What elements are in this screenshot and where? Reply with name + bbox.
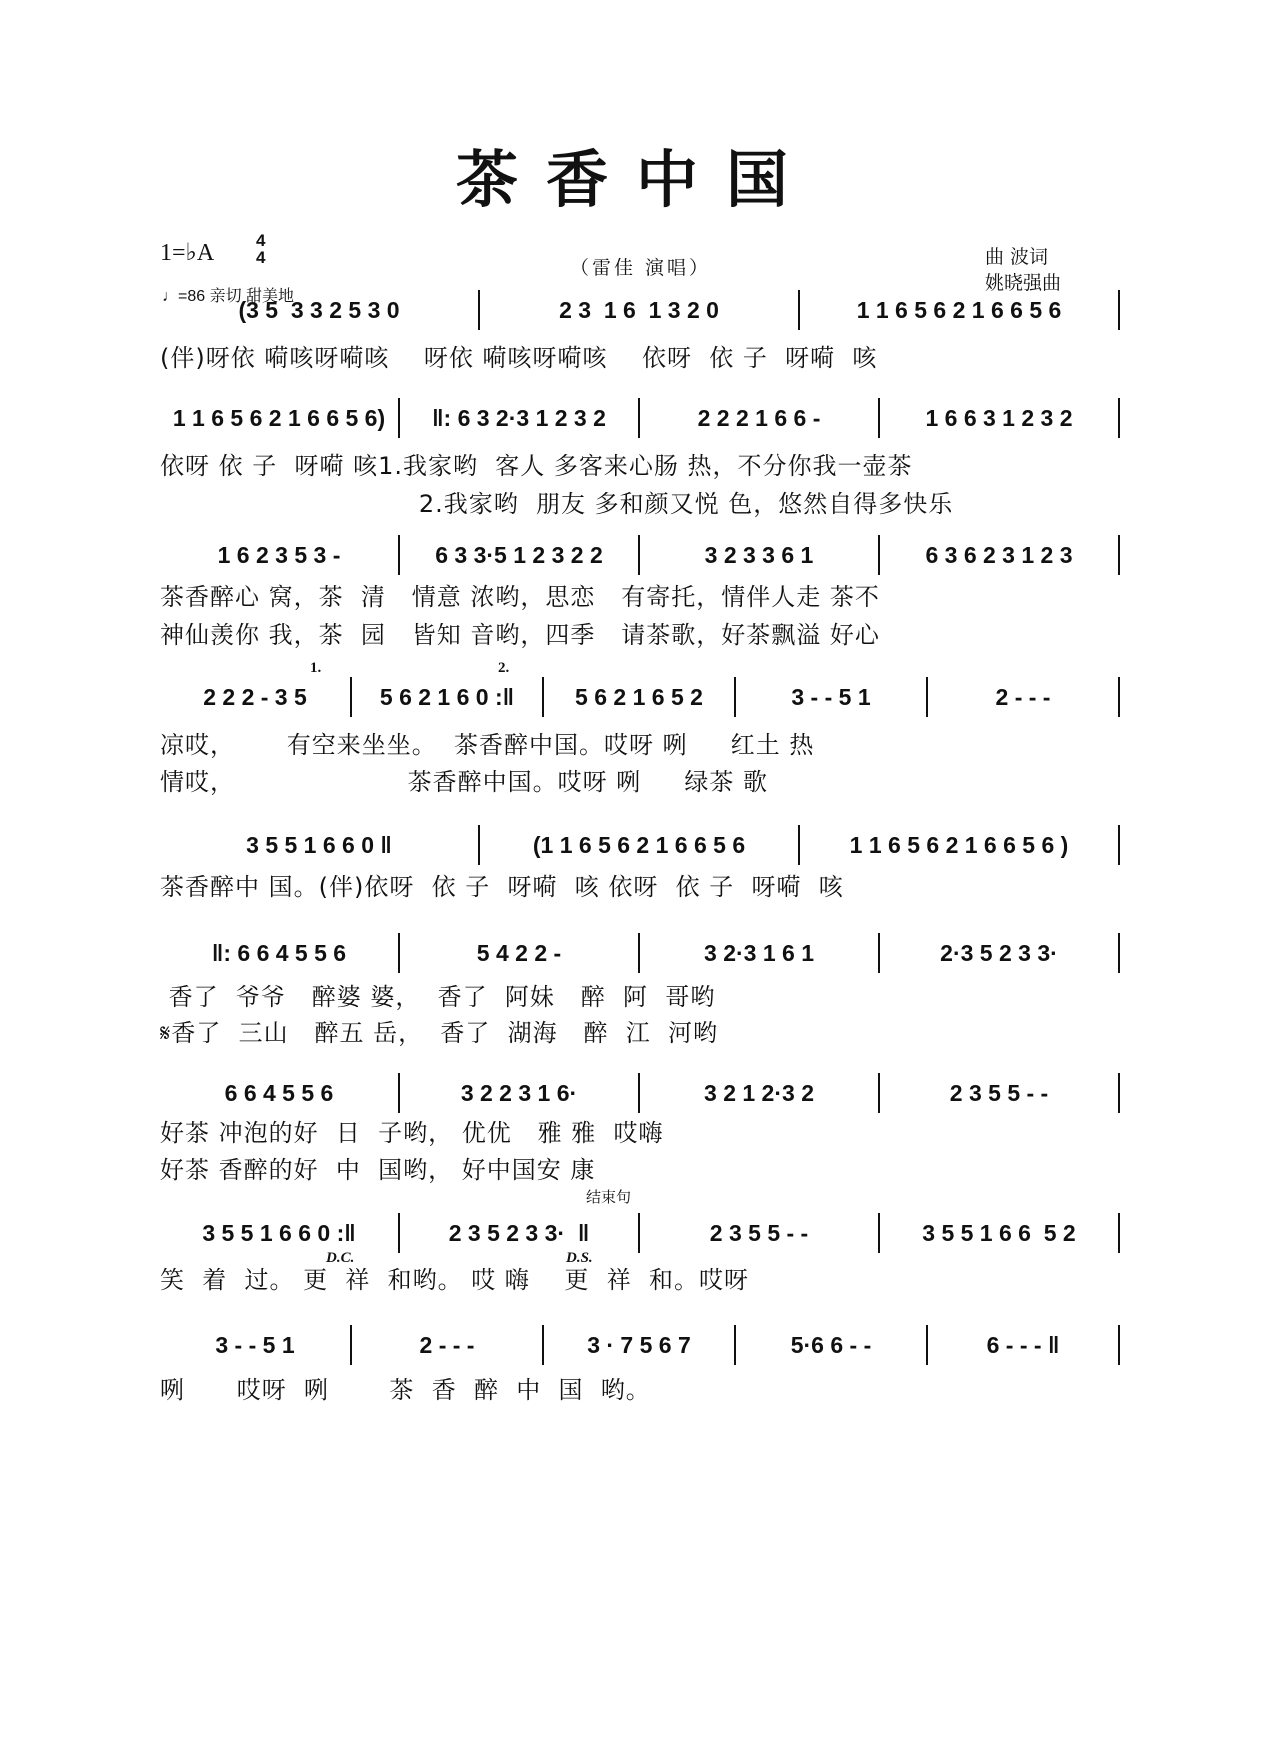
measure: 1 1 6 5 6 2 1 6 6 5 6) xyxy=(160,398,400,438)
ds-marking: D.S. xyxy=(566,1250,593,1266)
staff-line xyxy=(160,1325,1120,1365)
measure: 2 3 5 2 3 3· ‖ xyxy=(400,1213,640,1253)
composer-credit: 姚晓强曲 xyxy=(985,272,1062,294)
staff-line xyxy=(160,398,1120,438)
song-title: 茶香中国 xyxy=(455,143,816,216)
measure: 2 3 5 5 - - xyxy=(880,1073,1120,1113)
lyric-line: 神仙羡你 我，茶 园 皆知 音哟，四季 请茶歌，好茶飘溢 好心 xyxy=(160,621,880,649)
measure: 5·6 6 - - xyxy=(736,1325,928,1365)
lyric-line: 笑 着 过。 更 祥 和哟。 哎 嗨 更 祥 和。哎呀 xyxy=(160,1266,749,1294)
measure: 3 5 5 1 6 6 5 2 xyxy=(880,1213,1120,1253)
meter-top: 4 xyxy=(256,231,266,250)
staff-line xyxy=(160,1073,1120,1113)
lyric-line: 好茶 冲泡的好 日 子哟， 优优 雅 雅 哎嗨 xyxy=(160,1119,664,1147)
lyric-line: (伴)呀依 嗬咳呀嗬咳 呀依 嗬咳呀嗬咳 依呀 依 子 呀嗬 咳 xyxy=(160,344,878,372)
volta-1-label: 1. xyxy=(310,660,322,676)
measure: 6 3 3·5 1 2 3 2 2 xyxy=(400,535,640,575)
lyric-line: 情哎， 茶香醉中国。哎呀 咧 绿茶 歌 xyxy=(160,768,768,796)
staff-line xyxy=(160,1213,1120,1253)
lyric-line: 香了 爷爷 醉婆 婆， 香了 阿妹 醉 阿 哥哟 xyxy=(160,983,716,1011)
measure: 2 2 2 1 6 6 - xyxy=(640,398,880,438)
measure: 3 2·3 1 6 1 xyxy=(640,933,880,973)
measure: (3 5 3 3 2 5 3 0 xyxy=(160,290,480,330)
measure: 6 6 4 5 5 6 xyxy=(160,1073,400,1113)
measure: 6 3 6 2 3 1 2 3 xyxy=(880,535,1120,575)
measure: 3 5 5 1 6 6 0 :‖ xyxy=(160,1213,400,1253)
measure: 3 2 1 2·3 2 xyxy=(640,1073,880,1113)
measure: 1 6 2 3 5 3 - xyxy=(160,535,400,575)
measure: 3 - - 5 1 xyxy=(736,677,928,717)
staff-line xyxy=(160,535,1120,575)
measure: 5 4 2 2 - xyxy=(400,933,640,973)
ending-phrase-label: 结束句 xyxy=(586,1190,632,1206)
staff-line xyxy=(160,677,1120,717)
measure: 2 2 2 - 3 5 xyxy=(160,677,352,717)
staff-line xyxy=(160,933,1120,973)
measure: ‖: 6 6 4 5 5 6 xyxy=(160,933,400,973)
measure: 2 3 1 6 1 3 2 0 xyxy=(480,290,800,330)
measure: 2·3 5 2 3 3· xyxy=(880,933,1120,973)
measure: 1 6 6 3 1 2 3 2 xyxy=(880,398,1120,438)
lyric-line: 𝄋香了 三山 醉五 岳， 香了 湖海 醉 江 河哟 xyxy=(160,1019,719,1047)
staff-line xyxy=(160,825,1120,865)
measure: 3 - - 5 1 xyxy=(160,1325,352,1365)
lyric-line: 好茶 香醉的好 中 国哟， 好中国安 康 xyxy=(160,1156,596,1184)
meter-bottom: 4 xyxy=(256,248,266,267)
measure: 2 - - - xyxy=(928,677,1120,717)
lyric-line: 茶香醉中 国。(伴)依呀 依 子 呀嗬 咳 依呀 依 子 呀嗬 咳 xyxy=(160,873,844,901)
measure: 2 3 5 5 - - xyxy=(640,1213,880,1253)
measure: 1 1 6 5 6 2 1 6 6 5 6 ) xyxy=(800,825,1120,865)
lyric-line: 茶香醉心 窝，茶 清 情意 浓哟，思恋 有寄托，情伴人走 茶不 xyxy=(160,583,880,611)
tempo-marking: ♩=86 亲切 甜美地 xyxy=(162,288,295,305)
lyric-line: 2.我家哟 朋友 多和颜又悦 色，悠然自得多快乐 xyxy=(160,490,954,518)
dc-marking: D.C. xyxy=(326,1250,355,1266)
measure: 5 6 2 1 6 0 :‖ xyxy=(352,677,544,717)
measure: 3 5 5 1 6 6 0 ‖ xyxy=(160,825,480,865)
volta-2-label: 2. xyxy=(498,660,510,676)
measure: 5 6 2 1 6 5 2 xyxy=(544,677,736,717)
key-signature: 1=♭A xyxy=(160,240,215,266)
measure: 3 2 3 3 6 1 xyxy=(640,535,880,575)
measure: 3 · 7 5 6 7 xyxy=(544,1325,736,1365)
lyricist-credit: 曲 波词 xyxy=(985,246,1049,268)
staff-line xyxy=(160,290,1120,330)
measure: (1 1 6 5 6 2 1 6 6 5 6 xyxy=(480,825,800,865)
measure: ‖: 6 3 2·3 1 2 3 2 xyxy=(400,398,640,438)
time-signature xyxy=(256,232,265,266)
measure: 3 2 2 3 1 6· xyxy=(400,1073,640,1113)
credits xyxy=(985,244,1061,296)
measure: 1 1 6 5 6 2 1 6 6 5 6 xyxy=(800,290,1120,330)
measure: 2 - - - xyxy=(352,1325,544,1365)
singer-credit: （雷佳 演唱） xyxy=(570,257,712,279)
lyric-line: 依呀 依 子 呀嗬 咳1.我家哟 客人 多客来心肠 热，不分你我一壶茶 xyxy=(160,452,913,480)
measure: 6 - - - ‖ xyxy=(928,1325,1120,1365)
lyric-line: 凉哎， 有空来坐坐。 茶香醉中国。哎呀 咧 红土 热 xyxy=(160,731,815,759)
lyric-line: 咧 哎呀 咧 茶 香 醉 中 国 哟。 xyxy=(160,1376,651,1404)
